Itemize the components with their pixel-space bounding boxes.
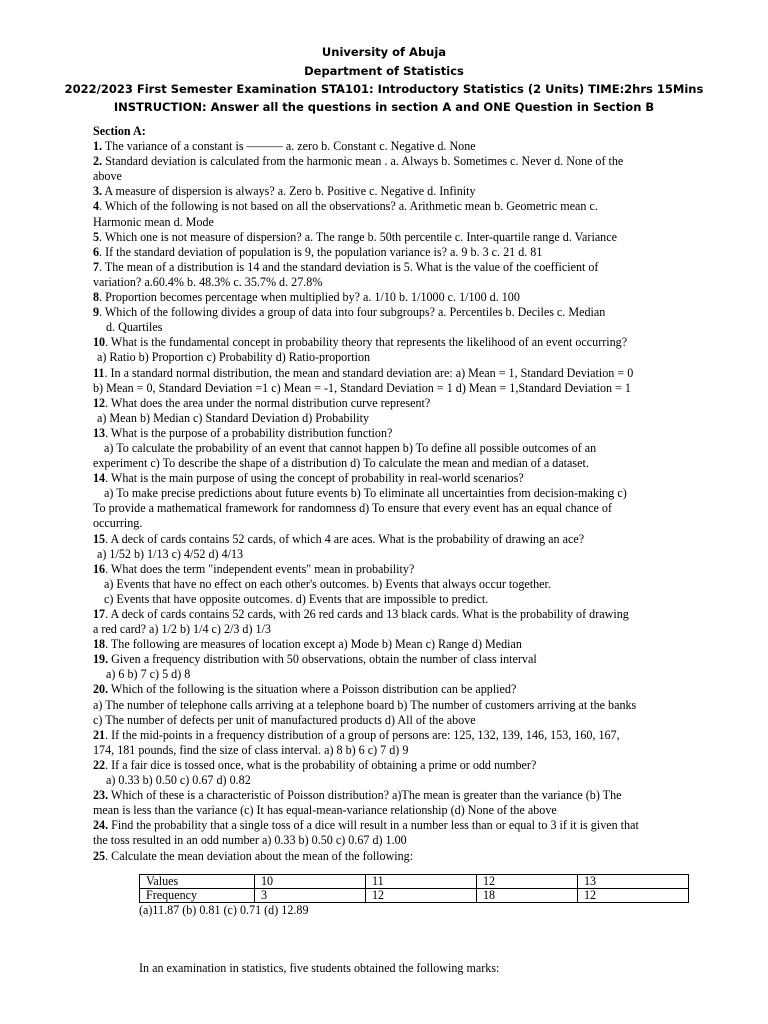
table-cell: 12	[366, 889, 477, 903]
question-number: 9	[93, 305, 100, 320]
line-text: . If the standard deviation of population is 9, the population variance is? a. 9 b. 3 c. 21 d. 81	[99, 244, 543, 259]
question-number: 22	[93, 757, 106, 772]
text-line	[93, 682, 678, 697]
text-line	[93, 411, 678, 426]
question-list	[93, 139, 678, 864]
line-text: Which of the following is the situation where a Poisson distribution can be applied?	[108, 682, 517, 697]
text-line	[93, 245, 678, 260]
text-line	[93, 169, 678, 184]
question-number: 20.	[93, 682, 109, 697]
line-text: . Calculate the mean deviation about the mean of the following:	[105, 848, 414, 863]
text-line	[93, 381, 678, 396]
university-title: University of Abuja	[321, 45, 447, 59]
line-text: . What does the term "independent events" mean in probability?	[105, 561, 415, 576]
text-line	[93, 547, 678, 562]
section-b-intro: In an examination in statistics, five students obtained the following marks:	[139, 961, 500, 975]
line-text: a) 0.33 b) 0.50 c) 0.67 d) 0.82	[106, 773, 251, 788]
question-number: 14	[93, 471, 106, 486]
text-line	[93, 833, 678, 848]
question-number: 15	[93, 531, 106, 546]
text-line	[93, 426, 678, 441]
question-number: 12	[93, 395, 106, 410]
text-line	[93, 667, 678, 682]
instruction-line: INSTRUCTION: Answer all the questions in section A and ONE Question in Section B	[113, 100, 655, 114]
table-cell: 18	[477, 889, 578, 903]
line-text: . Which one is not measure of dispersion? a. The range b. 50th percentile c. Inter-quartile range d. Variance	[99, 229, 617, 244]
line-text: A measure of dispersion is always? a. Zero b. Positive c. Negative d. Infinity	[102, 184, 476, 199]
text-line	[93, 803, 678, 818]
question-number: 8	[93, 290, 100, 305]
table-cell: 11	[366, 875, 477, 889]
text-line	[93, 486, 678, 501]
question-number: 4	[93, 199, 100, 214]
line-text: mean is less than the variance (c) It has equal-mean-variance relationship (d) None of the above	[93, 803, 557, 818]
text-line	[93, 230, 678, 245]
line-text: Harmonic mean d. Mode	[93, 214, 214, 229]
q25-options: (a)11.87 (b) 0.81 (c) 0.71 (d) 12.89	[139, 903, 309, 917]
frequency-table	[139, 874, 689, 903]
line-text: . A deck of cards contains 52 cards, with 26 red cards and 13 black cards. What is the probability of drawing	[105, 607, 629, 621]
table-cell: 10	[255, 875, 366, 889]
text-line	[93, 532, 678, 547]
line-text: c) Events that have opposite outcomes. d) Events that are impossible to predict.	[104, 591, 489, 606]
line-text: . Proportion becomes percentage when multiplied by? a. 1/10 b. 1/1000 c. 1/100 d. 100	[99, 290, 520, 305]
question-number: 3.	[93, 184, 103, 199]
text-line	[93, 652, 678, 667]
question-number: 18	[93, 637, 106, 652]
text-line	[93, 743, 678, 758]
line-text: . What is the fundamental concept in probability theory that represents the likelihood of an event occurring?	[105, 335, 628, 350]
text-line	[93, 215, 678, 230]
text-line	[93, 818, 678, 833]
text-line	[93, 577, 678, 592]
question-number: 13	[93, 425, 106, 440]
section-a-title: Section A:	[93, 124, 146, 138]
line-text: a) 6 b) 7 c) 5 d) 8	[106, 667, 191, 682]
line-text: the toss resulted in an odd number a) 0.33 b) 0.50 c) 0.67 d) 1.00	[93, 833, 407, 848]
text-line	[93, 290, 678, 305]
text-line	[93, 501, 678, 516]
line-text: a red card? a) 1/2 b) 1/4 c) 2/3 d) 1/3	[93, 622, 271, 637]
text-line	[93, 471, 678, 486]
table-cell: 12	[578, 889, 689, 903]
text-line	[93, 713, 678, 728]
text-line	[93, 441, 678, 456]
text-line	[93, 622, 678, 637]
text-line	[93, 275, 678, 290]
question-number: 25	[93, 848, 106, 863]
line-text: c) The number of defects per unit of manufactured products d) All of the above	[93, 712, 476, 727]
line-text: d. Quartiles	[106, 320, 163, 335]
text-line	[93, 154, 678, 169]
text-line	[93, 788, 678, 803]
question-number: 11	[93, 365, 105, 380]
question-body	[93, 124, 678, 864]
line-text: Which of these is a characteristic of Poisson distribution? a)The mean is greater than the variance (b) The	[108, 788, 622, 803]
row-label: Values	[140, 875, 255, 889]
question-number: 19.	[93, 652, 109, 667]
line-text: a) The number of telephone calls arriving at a telephone board b) The number of customers arriving at the banks	[93, 697, 637, 712]
question-number: 6	[93, 244, 100, 259]
line-text: Standard deviation is calculated from the harmonic mean . a. Always b. Sometimes c. Never d. None of the	[102, 154, 624, 169]
line-text: . If the mid-points in a frequency distribution of a group of persons are: 125, 132, 139, 146, 153, 160, 167,	[105, 727, 620, 742]
text-line	[93, 637, 678, 652]
text-line	[93, 184, 678, 199]
table-cell: 13	[578, 875, 689, 889]
text-line	[93, 758, 678, 773]
line-text: 174, 181 pounds, find the size of class interval. a) 8 b) 6 c) 7 d) 9	[93, 742, 409, 757]
line-text: . The following are measures of location except a) Mode b) Mean c) Range d) Median	[105, 637, 522, 652]
question-number: 5	[93, 229, 100, 244]
question-number: 1.	[93, 139, 103, 154]
text-line	[93, 728, 678, 743]
text-line	[93, 396, 678, 411]
line-text: . What is the purpose of a probability distribution function?	[105, 425, 393, 440]
question-number: 2.	[93, 154, 103, 169]
exam-title: 2022/2023 First Semester Examination STA101: Introductory Statistics (2 Units) TIME:2hrs 15Mins	[64, 82, 704, 96]
line-text: a) 1/52 b) 1/13 c) 4/52 d) 4/13	[97, 546, 244, 561]
line-text: The variance of a constant is ——— a. zero b. Constant c. Negative d. None	[102, 139, 476, 154]
text-line	[93, 320, 678, 335]
table-cell: 12	[477, 875, 578, 889]
question-number: 17	[93, 607, 106, 621]
text-line	[93, 366, 678, 381]
question-number: 24.	[93, 818, 109, 833]
line-text: a) Events that have no effect on each other's outcomes. b) Events that always occur together.	[104, 576, 551, 591]
question-number: 7	[93, 259, 100, 274]
line-text: . The mean of a distribution is 14 and the standard deviation is 5. What is the value of the coefficient of	[99, 259, 599, 274]
department-title: Department of Statistics	[304, 64, 464, 78]
line-text: a) Ratio b) Proportion c) Probability d) Ratio-proportion	[97, 350, 371, 365]
text-line	[93, 139, 678, 154]
text-line	[93, 592, 678, 607]
line-text: b) Mean = 0, Standard Deviation =1 c) Mean = -1, Standard Deviation = 1 d) Mean = 1,Standard Deviation = 1	[93, 380, 631, 395]
line-text: above	[93, 169, 122, 184]
table-cell: 3	[255, 889, 366, 903]
line-text: occurring.	[93, 516, 143, 531]
line-text: To provide a mathematical framework for randomness d) To ensure that every event has an equal chance of	[93, 501, 612, 516]
line-text: a) To calculate the probability of an event that cannot happen b) To define all possible outcomes of an	[104, 440, 597, 455]
text-line	[93, 516, 678, 531]
table-row	[140, 875, 689, 889]
text-line	[93, 260, 678, 275]
text-line	[93, 305, 678, 320]
text-line	[93, 335, 678, 350]
text-line	[93, 199, 678, 214]
text-line	[93, 562, 678, 577]
line-text: a) Mean b) Median c) Standard Deviation d) Probability	[97, 410, 370, 425]
question-number: 10	[93, 335, 106, 350]
line-text: a) To make precise predictions about future events b) To eliminate all uncertainties from decision-making c)	[104, 486, 627, 501]
line-text: . Which of the following is not based on all the observations? a. Arithmetic mean b. Geometric mean c.	[99, 199, 598, 214]
line-text: Find the probability that a single toss of a dice will result in a number less than or equal to 3 if it is given that	[108, 818, 639, 833]
text-line	[93, 698, 678, 713]
question-number: 21	[93, 727, 106, 742]
table-row	[140, 889, 689, 903]
question-number: 16	[93, 561, 106, 576]
line-text: experiment c) To describe the shape of a distribution d) To calculate the mean and median of a dataset.	[93, 456, 589, 471]
line-text: . If a fair dice is tossed once, what is the probability of obtaining a prime or odd number?	[105, 757, 537, 772]
text-line	[93, 773, 678, 788]
line-text: Given a frequency distribution with 50 observations, obtain the number of class interval	[108, 652, 537, 667]
line-text: . What does the area under the normal distribution curve represent?	[105, 395, 431, 410]
question-number: 23.	[93, 788, 109, 803]
row-label: Frequency	[140, 889, 255, 903]
text-line	[93, 849, 678, 864]
text-line	[93, 607, 678, 622]
line-text: variation? a.60.4% b. 48.3% c. 35.7% d. 27.8%	[93, 274, 323, 289]
text-line	[93, 456, 678, 471]
line-text: . A deck of cards contains 52 cards, of which 4 are aces. What is the probability of drawing an ace?	[105, 531, 585, 546]
text-line	[93, 350, 678, 365]
line-text: . What is the main purpose of using the concept of probability in real-world scenarios?	[105, 471, 524, 486]
line-text: . Which of the following divides a group of data into four subgroups? a. Percentiles b. Deciles c. Median	[99, 305, 606, 320]
line-text: . In a standard normal distribution, the mean and standard deviation are: a) Mean = 1, Standard Deviation = 0	[104, 365, 634, 380]
